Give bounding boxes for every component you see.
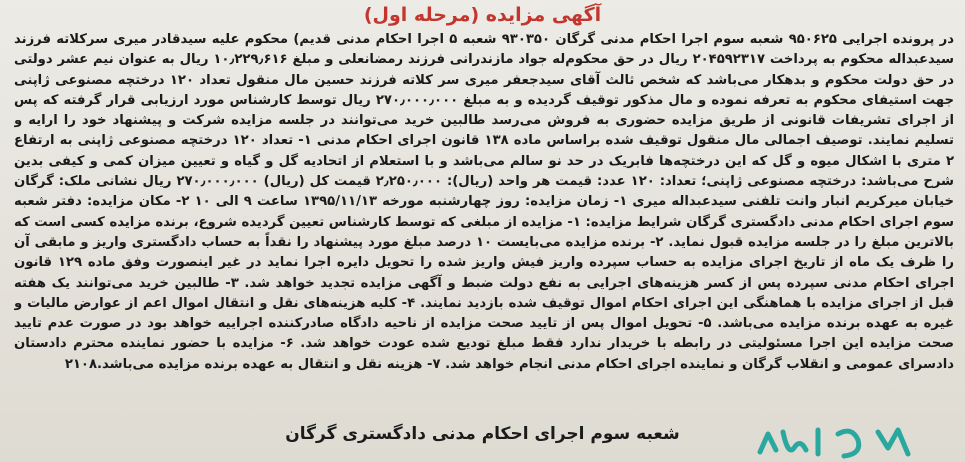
notice-body: در پرونده اجرایی ۹۵۰۶۲۵ شعبه سوم اجرا احکام مدنی گرگان ۹۳۰۳۵۰ شعبه ۵ اجرا احکام مدنی قدیم) محکوم علیه سیدقادر میری سرکلاته فرزند سیدعبداله محکوم به پرداخت ۲۰۴۵۹۲۳۱۷ ریال در حق محکوم‌له جواد مازندرانی فرزند رمضانعلی و مبلغ ۱۰٫۲۲۹٫۶۱۶ ریال به عنوان نیم عشر دولتی در حق دولت محکوم و بدهکار می‌باشد که شخص ثالث آقای سیدجعفر میری سر کلاته فرزند حسین مال منقول تعداد ۱۲۰ درختچه مصنوعی ژاپنی جهت استیفای محکوم به تعرفه نموده و مال مذکور توقیف گردیده و به مبلغ ۲۷۰٫۰۰۰٫۰۰۰ ریال توسط کارشناس مورد ارزیابی قرار گرفته که پس از اجرای تشریفات قانونی از طریق مزایده حضوری به فروش می‌رسد طالبین خرید می‌توانند در جلسه مزایده شرکت و پیشنهاد خود را ارایه و تسلیم نمایند. توصیف اجمالی مال منقول توقیف شده براساس ماده ۱۳۸ قانون اجرای احکام مدنی ۱- تعداد ۱۲۰ درختچه مصنوعی ژاپنی به ارتفاع ۲ متری با اشکال میوه و گل که این درختچه‌ها فابریک در حد نو سالم می‌باشد و با استعلام از اتحادیه گل و گیاه و تعیین میزان کمی و کیفی بدین شرح می‌باشد: درختچه مصنوعی ژاپنی؛ تعداد: ۱۲۰ عدد: قیمت هر واحد (ریال): ۲٫۲۵۰٫۰۰۰ قیمت کل (ریال) ۲۷۰٫۰۰۰٫۰۰۰ ریال نشانی ملک: گرگان خیابان میرکریم انبار وانت تلفنی سیدعبداله میری ۱- زمان مزایده: روز چهارشنبه مورخه ۱۳۹۵/۱۱/۱۳ ساعت ۹ الی ۱۰ ۲- مکان مزایده: دفتر شعبه سوم اجرای احکام مدنی دادگستری گرگان شرایط مزایده: ۱- مزایده از مبلغی که توسط کارشناس تعیین گردیده شروع، برنده مزایده کسی است که بالاترین مبلغ را در جلسه مزایده قبول نماید. ۲- برنده مزایده می‌بایست ۱۰ درصد مبلغ مورد پیشنهاد را نقداً به حساب دادگستری واریز و مابقی آن را ظرف یک ماه از تاریخ اجرای مزایده به حساب سپرده واریز فیش واریز شده را تحویل دایره اجرا نماید در غیر اینصورت وفق ماده ۱۲۹ قانون اجرای احکام مدنی سپرده پس از کسر هزینه‌های اجرایی به نفع دولت ضبط و آگهی مزایده تجدید خواهد شد. ۳- طالبین خرید می‌توانند یک هفته قبل از اجرای مزایده با هماهنگی این اجرای احکام اموال توقیف شده بازدید نمایند. ۴- کلیه هزینه‌های نقل و انتقال اموال اعم از عوارض مالیات و غیره به عهده برنده مزایده می‌باشد. ۵- تحویل اموال پس از تایید صحت مزایده از ناحیه دادگاه صادرکننده اجراییه خواهد بود در صورت عدم تایید صحت مزایده این اجرا مسئولیتی در رابطه با خریدار ندارد فقط مبلغ تودیع شده عودت خواهد شد. ۶- مزایده با حضور نماینده محترم دادستان دادسرای عمومی و انقلاب گرگان و نماینده اجرای احکام مدنی انجام خواهد شد. ۷- هزینه نقل و انتقال به عهده برنده مزایده می‌باشد.۲۱۰۸ [14,32,954,372]
handwritten-number-mark [748,420,918,462]
notice-title: آگهی مزایده (مرحله اول) [363,4,602,26]
notice-signature: شعبه سوم اجرای احکام مدنی دادگستری گرگان [285,424,680,444]
